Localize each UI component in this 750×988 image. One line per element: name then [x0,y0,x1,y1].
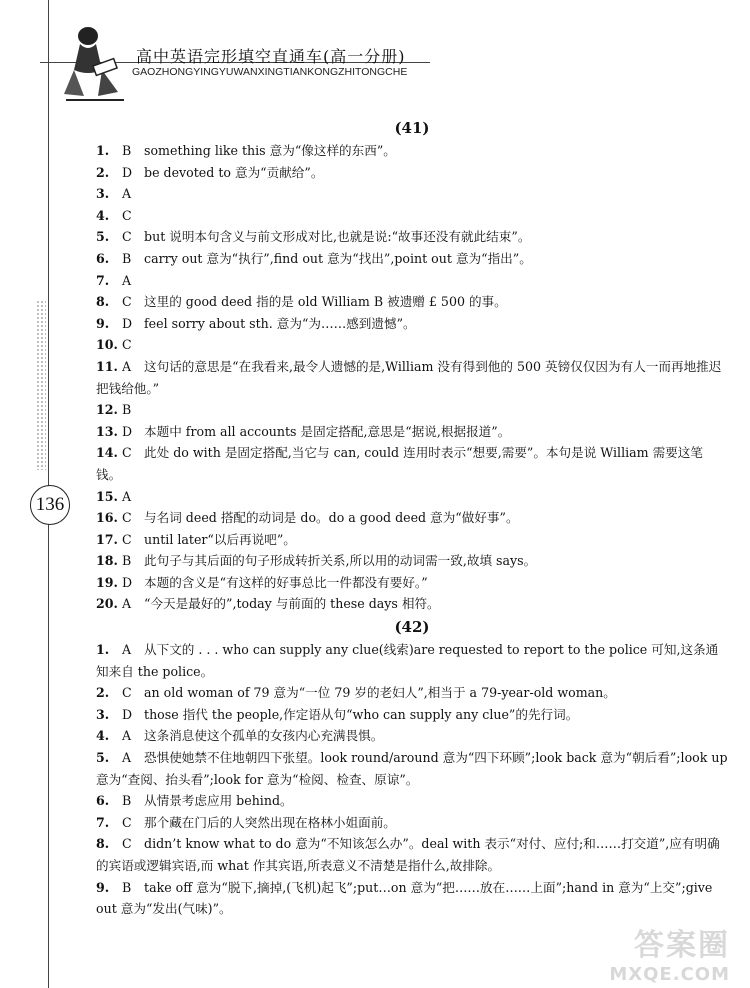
answer-item [96,550,728,572]
item-explanation: be devoted to 意为“贡献给”。 [144,164,324,180]
item-answer: A [122,642,132,658]
item-answer: B [122,553,132,569]
item-answer: B [122,793,132,809]
answer-item [96,248,728,270]
item-number: 9. [96,879,110,895]
item-number: 9. [96,315,110,331]
item-number: 15. [96,488,118,504]
item-answer: C [122,445,132,461]
answer-item [96,162,728,184]
item-explanation: “今天是最好的”,today 与前面的 these days 相符。 [144,596,440,612]
item-answer: B [122,250,132,266]
answer-item [96,140,728,162]
answer-item [96,529,728,551]
answer-item [96,639,728,682]
item-answer: D [122,706,133,722]
item-number: 7. [96,272,110,288]
answer-item [96,205,728,227]
item-explanation: 从下文的 . . . who can supply any clue(线索)are requested to report to the police 可知,这条通知来自 the police。 [96,642,719,679]
item-explanation: until later“以后再说吧”。 [144,531,296,547]
book-title: 高中英语完形填空直通车(高一分册) [136,47,406,66]
item-number: 18. [96,553,118,569]
item-answer: A [122,596,132,612]
section-title: (42) [394,618,430,637]
answer-item [96,226,728,248]
page-number: 136 [30,485,70,525]
answer-item [96,313,728,335]
item-answer: C [122,229,132,245]
item-answer: A [122,272,132,288]
item-answer: A [122,750,132,766]
item-answer: C [122,531,132,547]
item-number: 8. [96,294,110,310]
item-number: 3. [96,186,110,202]
item-answer: B [122,879,132,895]
item-answer: D [122,164,133,180]
item-answer: D [122,423,133,439]
item-number: 10. [96,337,118,353]
answer-item [96,833,728,876]
item-answer: A [122,728,132,744]
item-number: 1. [96,143,110,158]
item-explanation: those 指代 the people,作定语从句“who can supply any clue”的先行词。 [144,706,579,722]
item-number: 11. [96,358,118,374]
item-explanation: feel sorry about sth. 意为“为……感到遗憾”。 [144,315,416,331]
answer-item [96,183,728,205]
item-explanation: 这条消息使这个孤单的女孩内心充满畏惧。 [144,728,384,744]
item-answer: A [122,186,132,202]
answer-item [96,682,728,704]
item-explanation: 那个藏在门后的人突然出现在格林小姐面前。 [144,814,396,830]
item-explanation: but 说明本句含义与前文形成对比,也就是说:“故事还没有就此结束”。 [144,229,531,245]
answer-item [96,790,728,812]
item-number: 19. [96,574,118,590]
answer-item [96,442,728,485]
item-answer: C [122,836,132,852]
item-answer: D [122,574,133,590]
answer-item [96,704,728,726]
page-header [0,0,750,100]
answer-key [96,118,728,920]
item-number: 2. [96,685,110,701]
item-number: 7. [96,814,110,830]
reading-girl-logo-icon [58,22,128,102]
answer-item [96,812,728,834]
answer-item [96,399,728,421]
answer-item [96,334,728,356]
item-answer: B [122,402,132,418]
answer-item [96,270,728,292]
item-explanation: carry out 意为“执行”,find out 意为“找出”,point out 意为“指出”。 [144,250,532,266]
item-answer: C [122,207,132,223]
section-42-items [96,639,728,920]
answer-item [96,877,728,920]
item-answer: A [122,358,132,374]
item-number: 13. [96,423,118,439]
item-answer: D [122,315,133,331]
margin-texture [36,300,46,470]
item-explanation: 此句子与其后面的句子形成转折关系,所以用的动词需一致,故填 says。 [144,553,537,569]
answer-item [96,507,728,529]
item-number: 6. [96,793,110,809]
item-number: 16. [96,510,118,526]
item-number: 4. [96,728,110,744]
watermark-url: MXQE.COM [609,964,730,985]
item-answer: C [122,337,132,353]
item-number: 17. [96,531,118,547]
item-explanation: 这里的 good deed 指的是 old William B 被遗赠 £ 500 的事。 [144,294,507,310]
item-number: 12. [96,402,118,418]
item-number: 6. [96,250,110,266]
item-explanation: 与名词 deed 搭配的动词是 do。do a good deed 意为“做好事”。 [144,510,519,526]
item-explanation: didn’t know what to do 意为“不知该怎么办”。deal with 表示“对付、应付;和……打交道”,应有明确的宾语或逻辑宾语,而 what 作其宾语,所表意义不清楚是指什么,故排除。 [96,836,720,873]
item-number: 8. [96,836,110,852]
answer-item [96,747,728,790]
item-explanation: 这句话的意思是“在我看来,最令人遗憾的是,William 没有得到他的 500 英镑仅仅因为有人一而再地推迟把钱给他。” [96,358,722,396]
item-explanation: something like this 意为“像这样的东西”。 [144,143,396,158]
item-number: 20. [96,596,118,612]
item-answer: C [122,510,132,526]
item-number: 1. [96,642,110,658]
answer-item [96,421,728,443]
item-number: 3. [96,706,110,722]
item-explanation: take off 意为“脱下,摘掉,(飞机)起飞”;put…on 意为“把……放在……上面”;hand in 意为“上交”;give out 意为“发出(气味)”。 [96,879,713,917]
item-number: 5. [96,750,110,766]
item-answer: C [122,294,132,310]
item-number: 14. [96,445,118,461]
item-number: 4. [96,207,110,223]
answer-item [96,291,728,313]
item-answer: B [122,143,132,158]
item-explanation: 恐惧使她禁不住地朝四下张望。look round/around 意为“四下环顾”;look back 意为“朝后看”;look up 意为“查阅、抬头看”;look for 意为“检阅、检查、原谅”。 [96,750,728,787]
item-answer: A [122,488,132,504]
answer-item [96,486,728,508]
watermark [580,920,730,985]
section-title: (41) [394,119,430,137]
item-answer: C [122,685,132,701]
item-explanation: 本题中 from all accounts 是固定搭配,意思是“据说,根据报道”。 [144,423,511,439]
section-41-items [96,140,728,615]
item-number: 5. [96,229,110,245]
item-explanation: an old woman of 79 意为“一位 79 岁的老妇人”,相当于 a 79-year-old woman。 [144,685,616,701]
item-number: 2. [96,164,110,180]
book-title-pinyin: GAOZHONGYINGYUWANXINGTIANKONGZHITONGCHE [132,66,408,78]
answer-item [96,572,728,594]
item-explanation: 此处 do with 是固定搭配,当它与 can, could 连用时表示“想要,需要”。本句是说 William 需要这笔钱。 [96,445,703,482]
item-explanation: 从情景考虑应用 behind。 [144,793,293,809]
answer-item [96,356,728,399]
answer-item [96,725,728,747]
answer-item [96,593,728,615]
item-explanation: 本题的含义是“有这样的好事总比一件都没有要好。” [144,574,428,590]
watermark-logo-text: 答案圈 [634,928,730,963]
item-answer: C [122,814,132,830]
